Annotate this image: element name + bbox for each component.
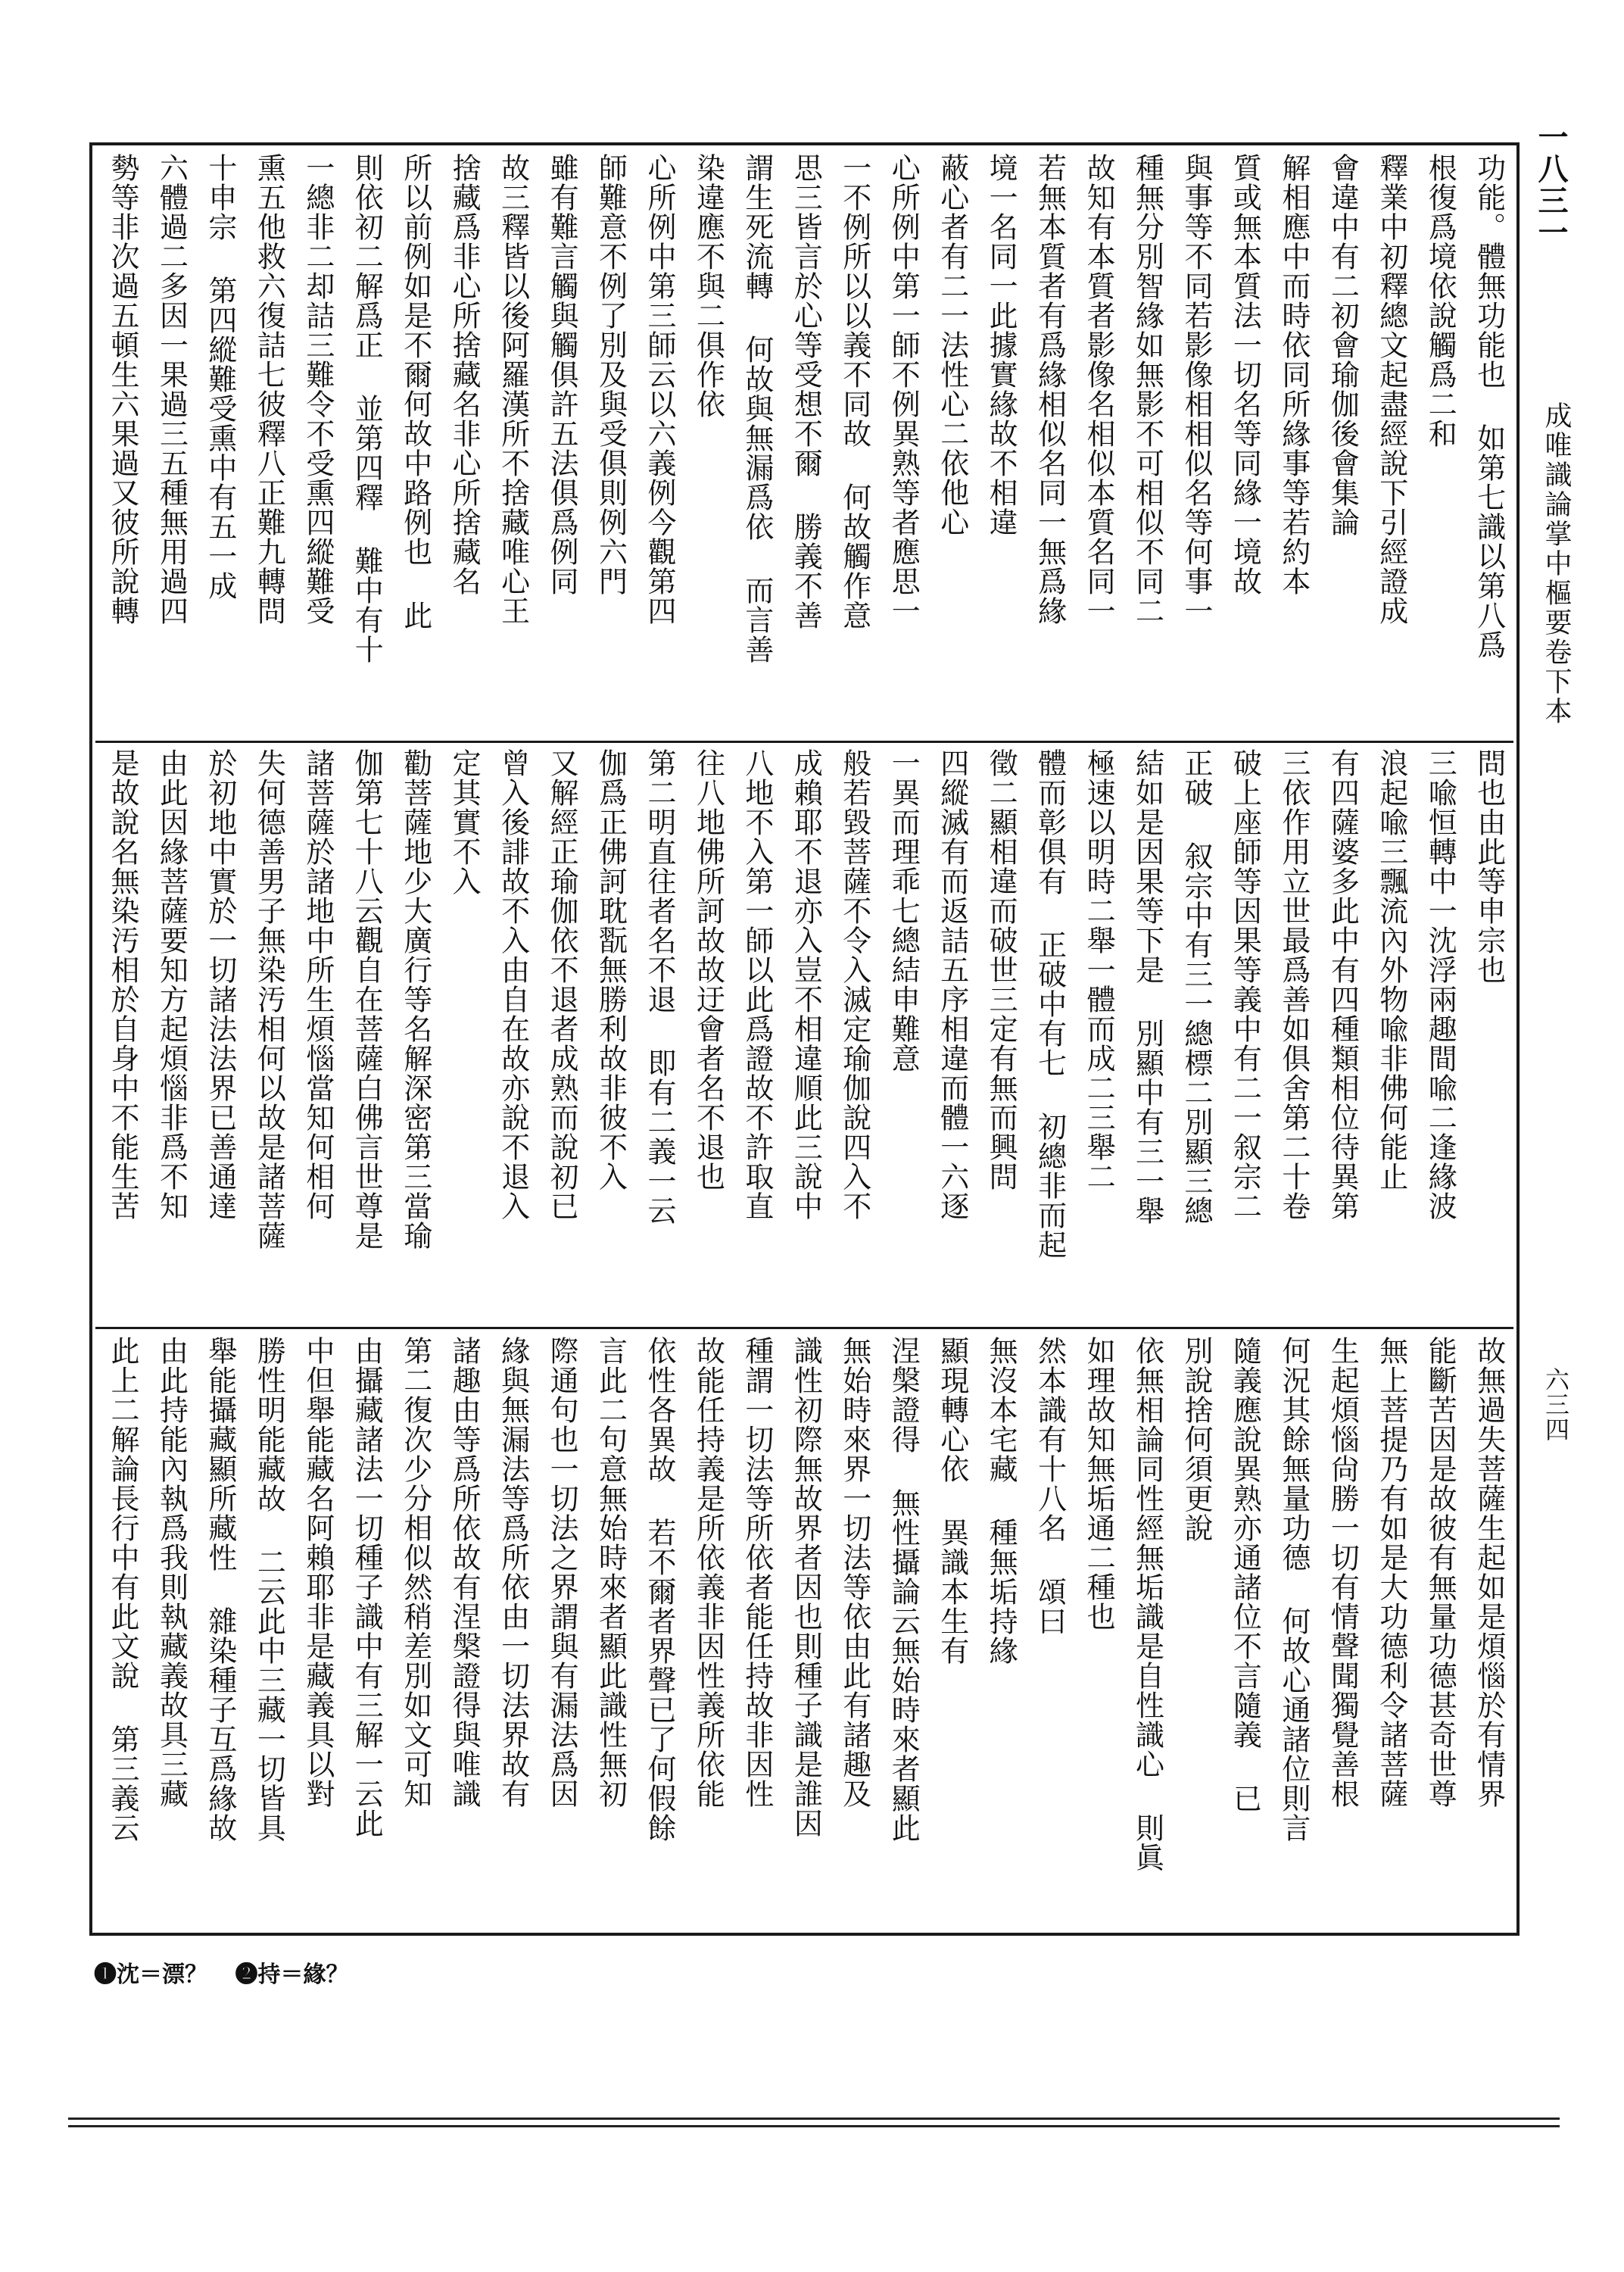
text-column: 隨義應說異熟亦通諸位不言隨義 已 <box>1228 1336 1262 1813</box>
text-column: 何況其餘無量功德 何故心通諸位則言 <box>1276 1336 1311 1843</box>
text-column: 故知有本質者影像名相似本質名同一 <box>1082 153 1116 626</box>
bottom-rule <box>68 2125 1560 2127</box>
text-column: 如理故知無垢通二種也 <box>1082 1336 1116 1631</box>
text-column: 釋業中初釋總文起盡經說下引經證成 <box>1374 153 1408 626</box>
text-column: 有四薩婆多此中有四種類相位待異第 <box>1326 748 1360 1221</box>
side-page-number: 六三四 <box>1541 1367 1570 1442</box>
text-column: 由此持能內執爲我則執藏義故具三藏 <box>154 1336 189 1809</box>
text-column: 諸趣由等爲所依故有涅槃證得與唯識 <box>447 1336 482 1809</box>
text-column: 依無相論同性經無垢識是自性識心 則眞 <box>1130 1336 1164 1872</box>
footnote: ❷持＝緣？ <box>235 1961 349 1988</box>
text-column: 一不例所以以義不同故 何故觸作意 <box>837 153 871 630</box>
text-column: 別說捨何須更說 <box>1179 1336 1213 1543</box>
text-column: 故能任持義是所依義非因性義所依能 <box>691 1336 725 1809</box>
text-column: 正破 叙宗中有三一總標二別顯三總 <box>1179 748 1213 1225</box>
text-column: 又解經正瑜伽依不退者成熟而說初已 <box>545 748 579 1221</box>
text-band-middle <box>103 748 1506 1321</box>
footnote: ❶沈＝漂？ <box>94 1961 207 1988</box>
text-column: 勸菩薩地少大廣行等名解深密第三當瑜 <box>398 748 432 1250</box>
running-title: 成唯識論掌中樞要卷下本 <box>1541 401 1572 726</box>
text-column: 無始時來界一切法等依由此有諸趣及 <box>837 1336 871 1809</box>
text-column: 往八地佛所訶故故迂會者名不退也 <box>691 748 725 1191</box>
text-column: 熏五他救六復詰七彼釋八正難九轉問 <box>252 153 286 626</box>
text-column: 浪起喩三飄流內外物喩非佛何能止 <box>1374 748 1408 1191</box>
text-column: 雖有難言觸與觸俱許五法俱爲例同 <box>545 153 579 596</box>
text-column: 由此因緣菩薩要知方起煩惱非爲不知 <box>154 748 189 1221</box>
text-column: 十申宗 第四縱難受熏中有五一成 <box>203 153 237 601</box>
footnotes <box>94 1955 368 1989</box>
text-column: 所以前例如是不爾何故中路例也 此 <box>398 153 432 630</box>
text-column: 成賴耶不退亦入豈不相違順此三說中 <box>789 748 823 1221</box>
text-column: 一總非二却詰三難令不受熏四縱難受 <box>301 153 335 626</box>
text-column: 識性初際無故界者因也則種子識是誰因 <box>789 1336 823 1838</box>
text-column: 顯現轉心依 異識本生有 <box>935 1336 969 1665</box>
text-column: 此上二解論長行中有此文說 第三義云 <box>106 1336 139 1843</box>
text-column: 捨藏爲非心所捨藏名非心所捨藏名 <box>447 153 482 596</box>
text-column: 然本識有十八名 頌曰 <box>1033 1336 1067 1636</box>
text-column: 會違中有二初會瑜伽後會集論 <box>1326 153 1360 537</box>
text-column: 結如是因果等下是 別顯中有三一舉 <box>1130 748 1164 1225</box>
text-band-upper <box>103 153 1506 735</box>
text-column: 際通句也一切法之界謂與有漏法爲因 <box>545 1336 579 1809</box>
text-column: 則依初二解爲正 並第四釋 難中有十 <box>350 153 384 664</box>
text-column: 無上菩提乃有如是大功德利令諸菩薩 <box>1374 1336 1408 1809</box>
text-column: 第二明直往者名不退 即有二義一云 <box>642 748 676 1225</box>
text-column: 依性各異故 若不爾者界聲已了何假餘 <box>642 1336 676 1843</box>
text-column: 於初地中實於一切諸法法界已善通達 <box>203 748 237 1221</box>
text-column: 思三皆言於心等受想不爾 勝義不善 <box>789 153 823 630</box>
text-column: 伽爲正佛訶耽翫無勝利故非彼不入 <box>594 748 628 1191</box>
text-column: 中但舉能藏名阿賴耶非是藏義具以對 <box>301 1336 335 1809</box>
page-number: 一八三一 <box>1533 121 1569 248</box>
text-column: 問也由此等申宗也 <box>1472 748 1506 985</box>
text-column: 無沒本宅藏 種無垢持緣 <box>984 1336 1018 1665</box>
text-column: 諸菩薩於諸地中所生煩惱當知何相何 <box>301 748 335 1221</box>
text-column: 三喩恒轉中一沈浮兩趣間喩二逢緣波 <box>1423 748 1457 1221</box>
text-band-lower <box>103 1336 1506 1927</box>
text-column: 勢等非次過五頓生六果過又彼所說轉 <box>106 153 139 626</box>
text-column: 是故說名無染汚相於自身中不能生苦 <box>106 748 139 1221</box>
text-column: 師難意不例了別及與受俱則例六門 <box>594 153 628 596</box>
text-column: 心所例中第三師云以六義例今觀第四 <box>642 153 676 626</box>
text-column: 與事等不同若影像相相似名等何事一 <box>1179 153 1213 626</box>
band-divider <box>95 741 1513 743</box>
text-column: 體而彰俱有 正破中有七 初總非而起 <box>1033 748 1067 1259</box>
text-column: 涅槃證得 無性攝論云無始時來者顯此 <box>887 1336 921 1843</box>
text-column: 舉能攝藏顯所藏性 雜染種子互爲緣故 <box>203 1336 237 1843</box>
text-column: 蔽心者有二一法性心二依他心 <box>935 153 969 537</box>
text-column: 曾入後誹故不入由自在故亦說不退入 <box>496 748 530 1221</box>
text-column: 四縱滅有而返詰五序相違而體一六逐 <box>935 748 969 1221</box>
text-column: 由攝藏諸法一切種子識中有三解一云此 <box>350 1336 384 1838</box>
text-column: 若無本質者有爲緣相似名同一無爲緣 <box>1033 153 1067 626</box>
text-column: 謂生死流轉 何故與無漏爲依 而言善 <box>740 153 774 664</box>
text-column: 根復爲境依說觸爲二和 <box>1423 153 1457 448</box>
band-divider <box>95 1327 1513 1329</box>
text-column: 故三釋皆以後阿羅漢所不捨藏唯心王 <box>496 153 530 626</box>
text-column: 緣與無漏法等爲所依由一切法界故有 <box>496 1336 530 1809</box>
text-column: 般若毀菩薩不令入滅定瑜伽說四入不 <box>837 748 871 1221</box>
text-column: 質或無本質法一切名等同緣一境故 <box>1228 153 1262 596</box>
text-column: 心所例中第一師不例異熟等者應思一 <box>887 153 921 626</box>
text-column: 極速以明時二舉一體而成二三舉二 <box>1082 748 1116 1191</box>
text-column: 徵二顯相違而破世三定有無而興問 <box>984 748 1018 1191</box>
text-column: 六體過二多因一果過三五種無用過四 <box>154 153 189 626</box>
text-column: 破上座師等因果等義中有二一叙宗二 <box>1228 748 1262 1221</box>
text-column: 故無過失菩薩生起如是煩惱於有情界 <box>1472 1336 1506 1809</box>
text-column: 伽第七十八云觀自在菩薩白佛言世尊是 <box>350 748 384 1250</box>
bottom-rule <box>68 2118 1560 2120</box>
text-column: 解相應中而時依同所緣事等若約本 <box>1276 153 1311 596</box>
text-column: 種謂一切法等所依者能任持故非因性 <box>740 1336 774 1809</box>
text-column: 一異而理乖七總結申難意 <box>887 748 921 1073</box>
text-column: 第二復次少分相似然稍差別如文可知 <box>398 1336 432 1809</box>
text-column: 境一名同一此據實緣故不相違 <box>984 153 1018 537</box>
text-column: 失何德善男子無染汚相何以故是諸菩薩 <box>252 748 286 1250</box>
text-column: 能斷苦因是故彼有無量功德甚奇世尊 <box>1423 1336 1457 1809</box>
text-column: 染違應不與二俱作依 <box>691 153 725 419</box>
text-column: 八地不入第一師以此爲證故不許取直 <box>740 748 774 1221</box>
text-column: 種無分別智緣如無影不可相似不同二 <box>1130 153 1164 626</box>
text-column: 功能。體無功能也 如第七識以第八爲 <box>1472 153 1506 660</box>
text-column: 言此二句意無始時來者顯此識性無初 <box>594 1336 628 1809</box>
text-frame <box>89 142 1520 1936</box>
text-column: 三依作用立世最爲善如俱舍第二十卷 <box>1276 748 1311 1221</box>
text-column: 生起煩惱尙勝一切有情聲聞獨覺善根 <box>1326 1336 1360 1809</box>
text-column: 勝性明能藏故 二云此中三藏一切皆具 <box>252 1336 286 1843</box>
text-column: 定其實不入 <box>447 748 482 896</box>
